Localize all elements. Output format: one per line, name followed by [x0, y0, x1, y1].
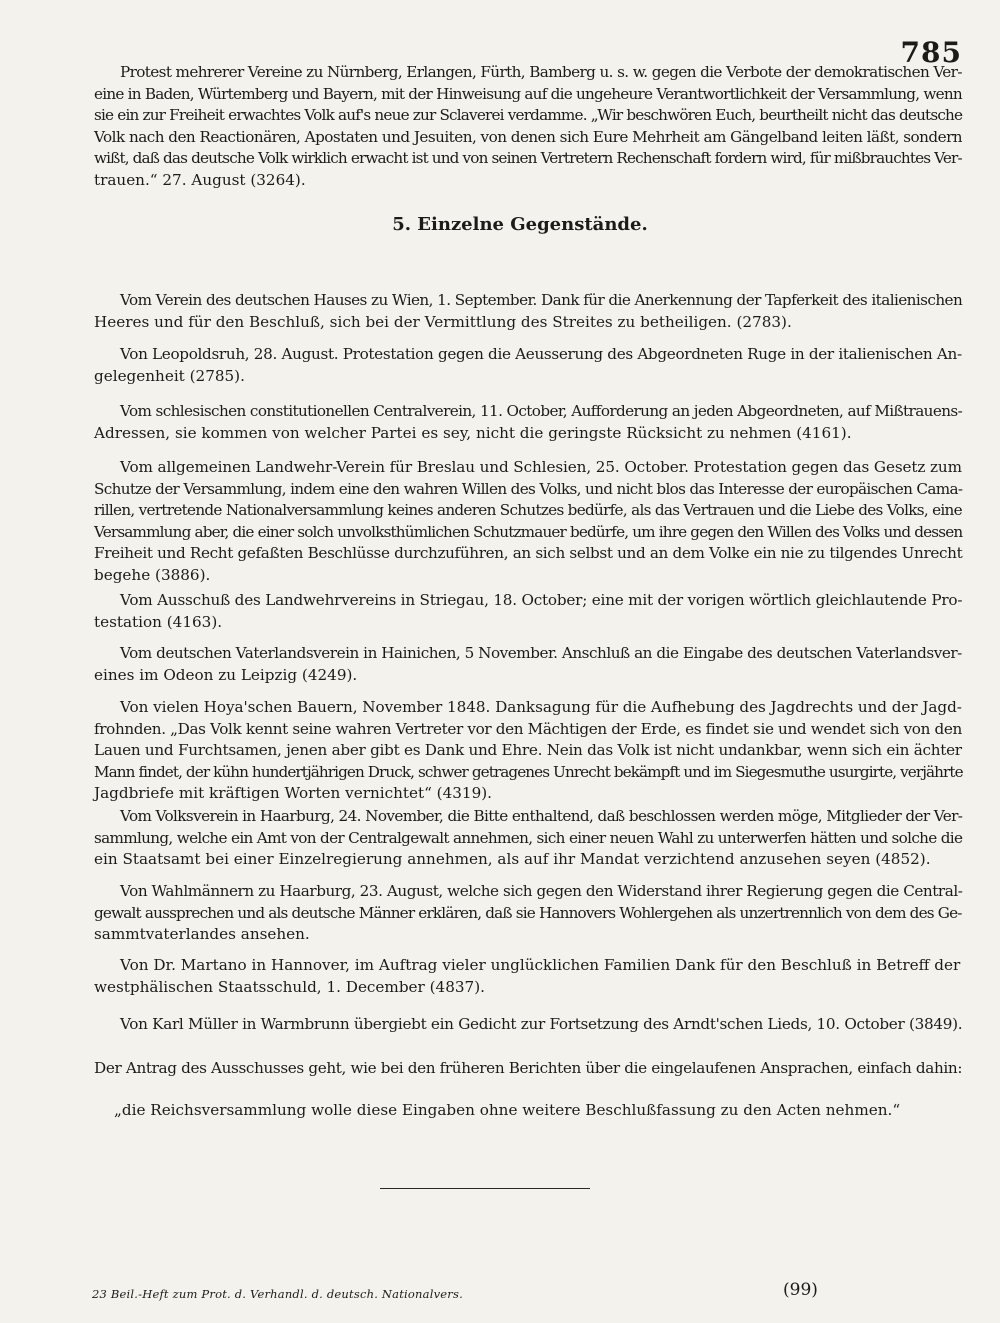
text-line: ein Staatsamt bei einer Einzelregierung annehmen, als auf ihr Mandat verzichtend anzusehen seyen (4852).: [94, 850, 931, 868]
text-line: trauen.“ 27. August (3264).: [94, 170, 306, 189]
text-line: westphälischen Staatsschuld, 1. December (4837).: [94, 977, 485, 996]
text-line: rillen, vertretende Nationalversammlung keines anderen Schutzes bedürfe, als das Vertrauen und die Liebe des Volks, eine: [94, 501, 962, 519]
text-line: Volk nach den Reactionären, Apostaten und Jesuiten, von denen sich Eure Mehrheit am Gängelband leiten läßt, sondern: [94, 127, 963, 146]
text-line: gelegenheit (2785).: [94, 366, 245, 385]
text-line: Versammlung aber, die einer solch unvolksthümlichen Schutzmauer bedürfe, um ihre gegen den Willen des Volks und dessen: [94, 522, 963, 541]
text-line: Jagdbriefe mit kräftigen Worten vernichtet“ (4319).: [94, 784, 493, 802]
text-line: Schutze der Versammlung, indem eine den wahren Willen des Volks, und nicht blos das Interesse der europäischen Cama-: [94, 479, 963, 498]
entry-paragraph: [94, 697, 962, 805]
entry-paragraph: [94, 401, 962, 444]
text-line: Von Wahlmännern zu Haarburg, 23. August, welche sich gegen den Widerstand ihrer Regierung gegen die Central-: [120, 882, 963, 900]
text-line: sammtvaterlandes ansehen.: [94, 925, 310, 943]
footer-signature: 23 Beil.-Heft zum Prot. d. Verhandl. d. deutsch. Nationalvers.: [92, 1287, 463, 1301]
page-number: 785: [900, 36, 962, 69]
text-line: Mann findet, der kühn hundertjährigen Druck, schwer getragenes Unrecht bekämpft und im Siegesmuthe usurgirte, verjährte: [94, 762, 963, 781]
text-line: Vom schlesischen constitutionellen Centralverein, 11. October, Aufforderung an jeden Abgeordneten, auf Mißtrauens-: [120, 402, 963, 420]
text-line: sie ein zur Freiheit erwachtes Volk auf's neue zur Sclaverei verdamme. „Wir beschwören Euch, beurtheilt nicht das deutsche: [94, 106, 963, 124]
entry-paragraph: [94, 344, 962, 387]
text-line: „die Reichsversammlung wolle diese Eingaben ohne weitere Beschlußfassung zu den Acten nehmen.“: [114, 1101, 901, 1119]
entry-paragraph: [94, 457, 962, 586]
text-line: Adressen, sie kommen von welcher Partei es sey, nicht die geringste Rücksicht zu nehmen (4161).: [94, 423, 852, 442]
text-line: testation (4163).: [94, 612, 223, 631]
text-line: Von Dr. Martano in Hannover, im Auftrag vieler unglücklichen Familien Dank für den Beschluß in Betreff der: [120, 956, 961, 974]
text-line: Freiheit und Recht gefaßten Beschlüsse durchzuführen, an sich selbst und an dem Volke ein nie zu tilgendes Unrecht: [94, 544, 963, 562]
committee-motion: [94, 1058, 962, 1080]
text-line: eines im Odeon zu Leipzig (4249).: [94, 665, 358, 684]
text-line: eine in Baden, Würtemberg und Bayern, mit der Hinweisung auf die ungeheure Verantwortlichkeit der Versammlung, wenn: [94, 84, 962, 103]
entry-paragraph: [94, 881, 962, 946]
entry-paragraph: [94, 643, 962, 686]
entry-paragraph: [94, 290, 962, 333]
text-line: Heeres und für den Beschluß, sich bei der Vermittlung des Streites zu betheiligen. (2783).: [94, 312, 792, 331]
text-line: gewalt aussprechen und als deutsche Männer erklären, daß sie Hannovers Wohlergehen als unzertrennlich von dem des Ge-: [94, 903, 962, 922]
text-line: Vom Verein des deutschen Hauses zu Wien, 1. September. Dank für die Anerkennung der Tapferkeit des italienischen: [120, 291, 963, 309]
text-line: sammlung, welche ein Amt von der Centralgewalt annehmen, sich einer neuen Wahl zu unterwerfen hätten und solche die: [94, 828, 963, 847]
text-line: Von Karl Müller in Warmbrunn übergiebt ein Gedicht zur Fortsetzung des Arndt'schen Lieds, 10. October (3849).: [120, 1015, 963, 1033]
text-line: Von Leopoldsruh, 28. August. Protestation gegen die Aeusserung des Abgeordneten Ruge in der italienischen An-: [120, 345, 962, 363]
text-line: wißt, daß das deutsche Volk wirklich erwacht ist und von seinen Vertretern Rechenschaft fordern wird, für mißbrauchtes Ver-: [94, 149, 962, 167]
text-line: Protest mehrerer Vereine zu Nürnberg, Erlangen, Fürth, Bamberg u. s. w. gegen die Verbote der demokratischen Ver-: [120, 63, 962, 81]
intro-paragraph: [94, 62, 962, 191]
section-heading: 5. Einzelne Gegenstände.: [392, 214, 648, 235]
entry-paragraph: [94, 955, 962, 998]
text-line: Vom allgemeinen Landwehr-Verein für Breslau und Schlesien, 25. October. Protestation gegen das Gesetz zum: [120, 458, 962, 476]
footer-sheet-number: (99): [783, 1280, 818, 1300]
text-line: Lauen und Furchtsamen, jenen aber gibt es Dank und Ehre. Nein das Volk ist nicht undankbar, wenn sich ein ächter: [94, 741, 962, 759]
text-line: Der Antrag des Ausschusses geht, wie bei den früheren Berichten über die eingelaufenen Ansprachen, einfach dahin:: [94, 1059, 963, 1077]
text-line: Vom deutschen Vaterlandsverein in Hainichen, 5 November. Anschluß an die Eingabe des deutschen Vaterlandsver-: [120, 644, 962, 662]
entry-paragraph: [94, 806, 962, 871]
resolution-quote: [94, 1100, 962, 1122]
entry-paragraph: [94, 590, 962, 633]
entry-paragraph: [94, 1014, 962, 1036]
text-line: Vom Volksverein in Haarburg, 24. November, die Bitte enthaltend, daß beschlossen werden möge, Mitglieder der Ver-: [120, 807, 963, 825]
text-line: Von vielen Hoya'schen Bauern, November 1848. Danksagung für die Aufhebung des Jagdrechts und der Jagd-: [120, 698, 962, 716]
text-line: begehe (3886).: [94, 565, 211, 584]
closing-rule: [380, 1188, 590, 1189]
text-line: Vom Ausschuß des Landwehrvereins in Striegau, 18. October; eine mit der vorigen wörtlich gleichlautende Pro-: [120, 591, 963, 609]
text-line: frohnden. „Das Volk kennt seine wahren Vertreter vor den Mächtigen der Erde, es findet sie und wendet sich von den: [94, 719, 962, 738]
